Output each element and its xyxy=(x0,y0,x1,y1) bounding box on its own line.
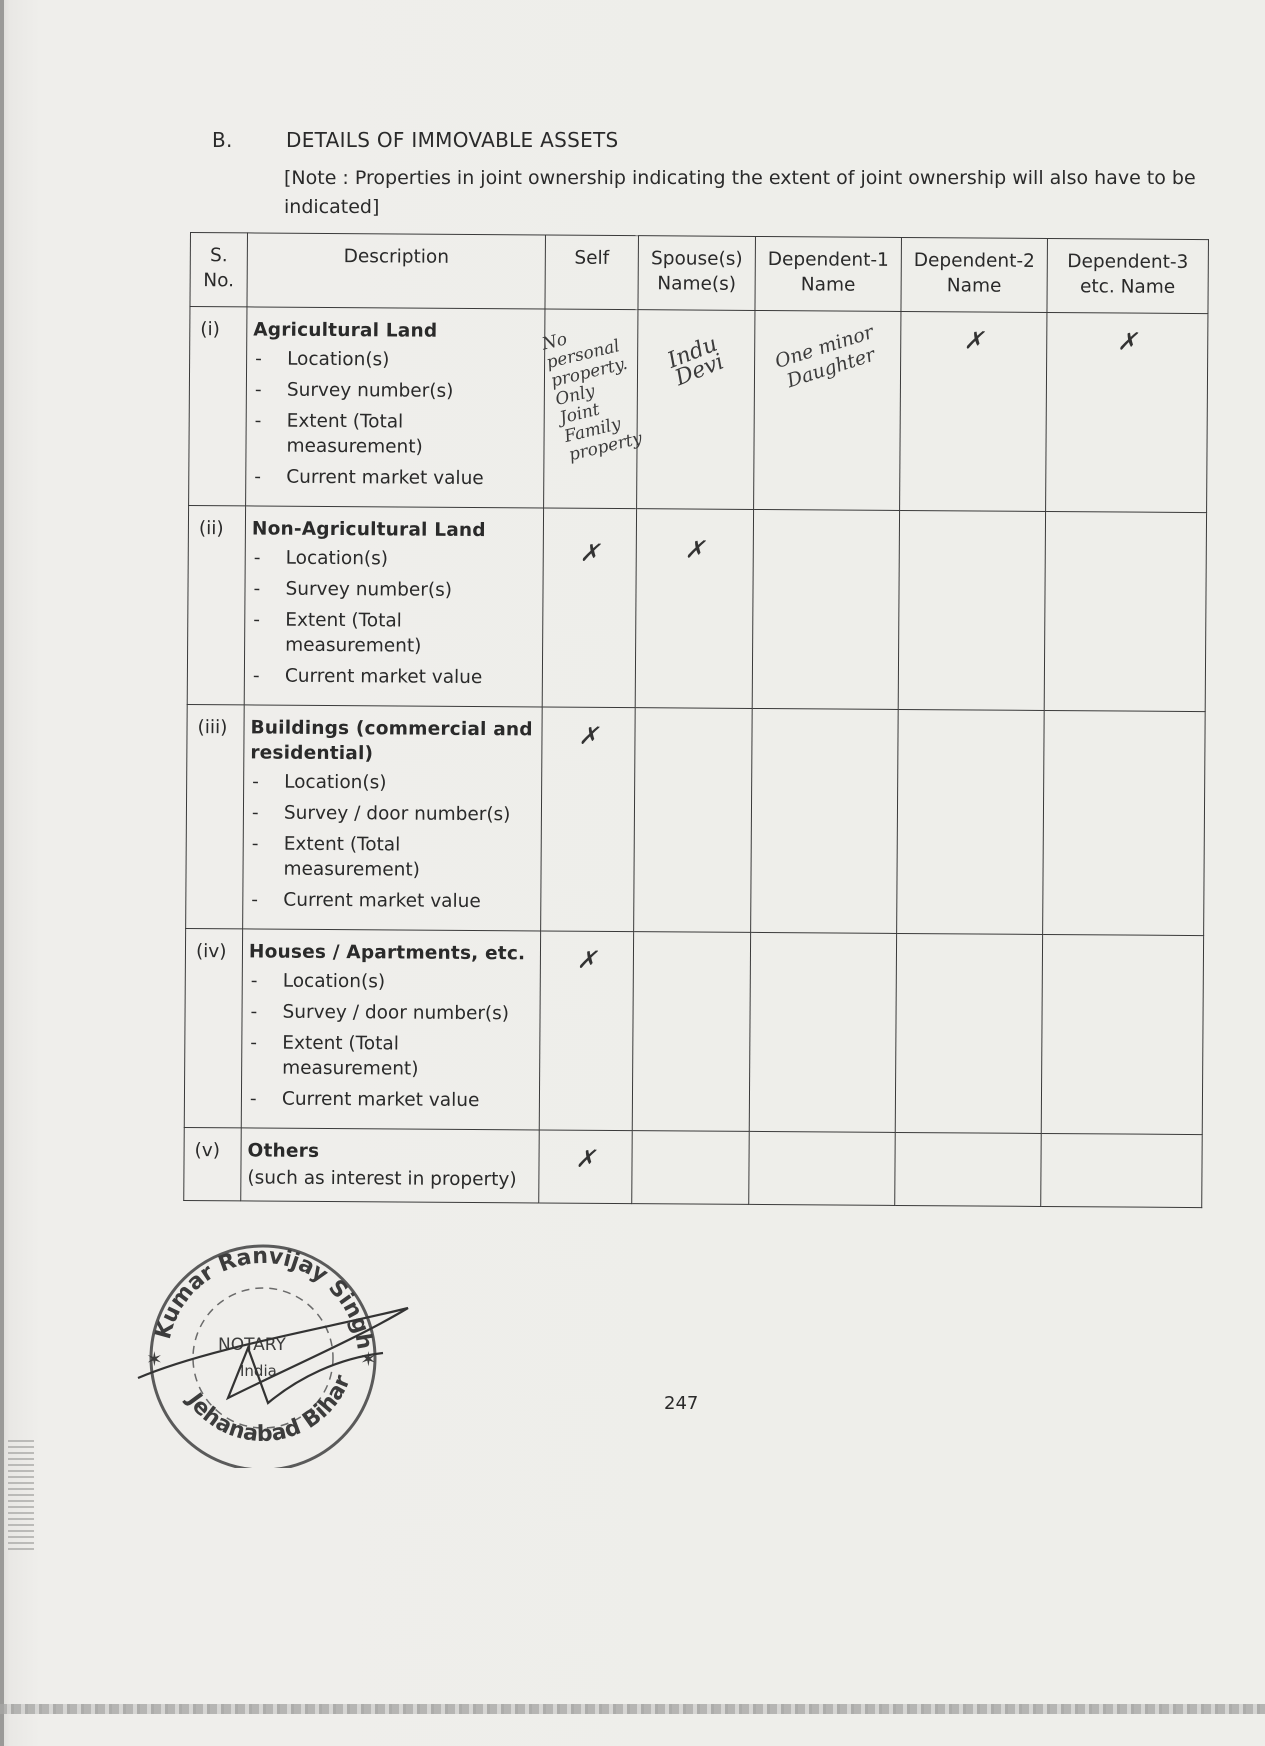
cell-dependent-3 xyxy=(1041,1133,1203,1207)
header-sno: S. No. xyxy=(190,233,248,307)
section-title: DETAILS OF IMMOVABLE ASSETS xyxy=(286,128,619,152)
sub-item: - Survey number(s) xyxy=(251,576,536,603)
sub-item: - Extent (Total measurement) xyxy=(251,607,536,659)
cell-spouse xyxy=(637,310,755,510)
cell-dependent-2 xyxy=(895,933,1042,1133)
cell-self xyxy=(542,508,636,708)
sub-item: - Current market value xyxy=(252,464,537,491)
handwritten-note: One minor Daughter xyxy=(772,321,878,393)
sub-item: - Extent (Total measurement) xyxy=(252,408,537,460)
sub-item: - Extent (Total measurement) xyxy=(248,1030,533,1082)
cell-dependent-1 xyxy=(752,509,899,709)
sub-item: - Current market value xyxy=(248,1086,533,1113)
category-title: Non-Agricultural Land xyxy=(251,518,486,542)
scan-artifact xyxy=(0,1704,1265,1714)
table-row xyxy=(187,505,1206,711)
cell-dependent-1 xyxy=(751,708,899,933)
header-dependent-3: Dependent-3 etc. Name xyxy=(1047,238,1209,313)
header-spouse: Spouse(s) Name(s) xyxy=(638,236,756,311)
section-note: [Note : Properties in joint ownership indicating the extent of joint ownership will also have to be indicated] xyxy=(284,167,1196,218)
category-title: Others xyxy=(247,1140,320,1162)
table-header-row xyxy=(190,233,1208,314)
cell-dependent-1 xyxy=(749,1131,896,1205)
row-description xyxy=(243,705,543,931)
cross-mark: ✗ xyxy=(575,1144,596,1173)
cell-spouse xyxy=(632,932,750,1132)
sub-item-list xyxy=(248,968,534,1113)
sub-item-list xyxy=(249,769,535,914)
cross-mark: ✗ xyxy=(684,535,705,564)
header-dependent-2: Dependent-2 Name xyxy=(901,237,1048,312)
cell-self xyxy=(539,931,633,1131)
header-self: Self xyxy=(545,235,639,310)
row-description xyxy=(241,929,540,1130)
row-description xyxy=(244,506,543,707)
stamp-bottom-text: Jehanabad Bihar xyxy=(181,1371,356,1448)
sub-item: - Extent (Total measurement) xyxy=(249,831,534,883)
row-sno: (iv) xyxy=(184,928,242,1127)
scan-edge xyxy=(0,0,4,1746)
cell-dependent-3 xyxy=(1041,934,1203,1134)
cell-dependent-2 xyxy=(900,311,1047,511)
section-letter: B. xyxy=(212,128,233,152)
cell-dependent-3 xyxy=(1043,710,1206,935)
star-icon: ✶ xyxy=(146,1347,163,1371)
row-sno: (v) xyxy=(184,1127,242,1200)
handwritten-note: Indu Devi xyxy=(664,331,728,392)
sub-item: - Location(s) xyxy=(252,545,537,572)
sub-item: - Location(s) xyxy=(253,346,538,373)
sub-item: - Location(s) xyxy=(249,968,534,995)
cell-self xyxy=(540,309,645,509)
row-sno: (ii) xyxy=(187,505,245,704)
cell-dependent-2 xyxy=(895,1132,1042,1206)
cross-mark: ✗ xyxy=(576,945,598,974)
stamp-top-text: Kumar Ranvijay Singh xyxy=(151,1243,377,1352)
cell-self xyxy=(541,707,636,932)
row-description xyxy=(246,307,545,508)
scan-artifact xyxy=(8,1440,34,1550)
sub-item-list xyxy=(252,346,538,491)
cross-mark: ✗ xyxy=(579,538,600,567)
row-description xyxy=(241,1128,540,1203)
sub-item: - Survey / door number(s) xyxy=(250,800,535,827)
sub-item: - Survey / door number(s) xyxy=(248,999,533,1026)
page-number: 247 xyxy=(664,1393,699,1414)
cell-self xyxy=(539,1130,633,1204)
cross-mark: ✗ xyxy=(578,721,599,750)
star-icon: ✶ xyxy=(360,1347,377,1371)
category-subtitle: (such as interest in property) xyxy=(247,1167,517,1191)
header-dependent-1: Dependent-1 Name xyxy=(755,236,902,311)
handwritten-note: No personal property. Only Joint Family property xyxy=(540,329,645,466)
row-sno: (iii) xyxy=(186,704,245,928)
stamp-center-sub: India xyxy=(240,1362,277,1380)
sub-item: - Current market value xyxy=(249,887,534,914)
cell-spouse xyxy=(634,708,753,933)
sub-item: - Current market value xyxy=(251,663,536,690)
table-row xyxy=(184,1127,1202,1207)
category-title: Houses / Apartments, etc. xyxy=(248,941,526,965)
cell-dependent-1 xyxy=(749,932,896,1132)
cell-dependent-3 xyxy=(1046,312,1208,512)
table-row xyxy=(189,307,1208,513)
category-title: Buildings (commercial and residential) xyxy=(250,717,533,765)
cell-dependent-2 xyxy=(897,709,1045,934)
category-title: Agricultural Land xyxy=(253,319,438,342)
table-row xyxy=(186,704,1206,935)
header-description: Description xyxy=(247,233,546,309)
sub-item: - Survey number(s) xyxy=(253,377,538,404)
row-sno: (i) xyxy=(189,307,247,506)
cell-dependent-2 xyxy=(898,510,1045,710)
cell-spouse xyxy=(632,1131,750,1205)
sub-item-list xyxy=(251,545,537,690)
stamp-center-text: NOTARY xyxy=(218,1335,286,1355)
immovable-assets-table xyxy=(183,232,1209,1208)
cell-dependent-3 xyxy=(1044,511,1206,711)
cell-dependent-1 xyxy=(754,310,901,510)
table-row xyxy=(184,928,1203,1134)
cross-mark: ✗ xyxy=(963,326,984,355)
sub-item: - Location(s) xyxy=(250,769,535,796)
notary-stamp xyxy=(128,1228,418,1468)
cell-spouse xyxy=(635,509,753,709)
cross-mark: ✗ xyxy=(1117,327,1138,356)
